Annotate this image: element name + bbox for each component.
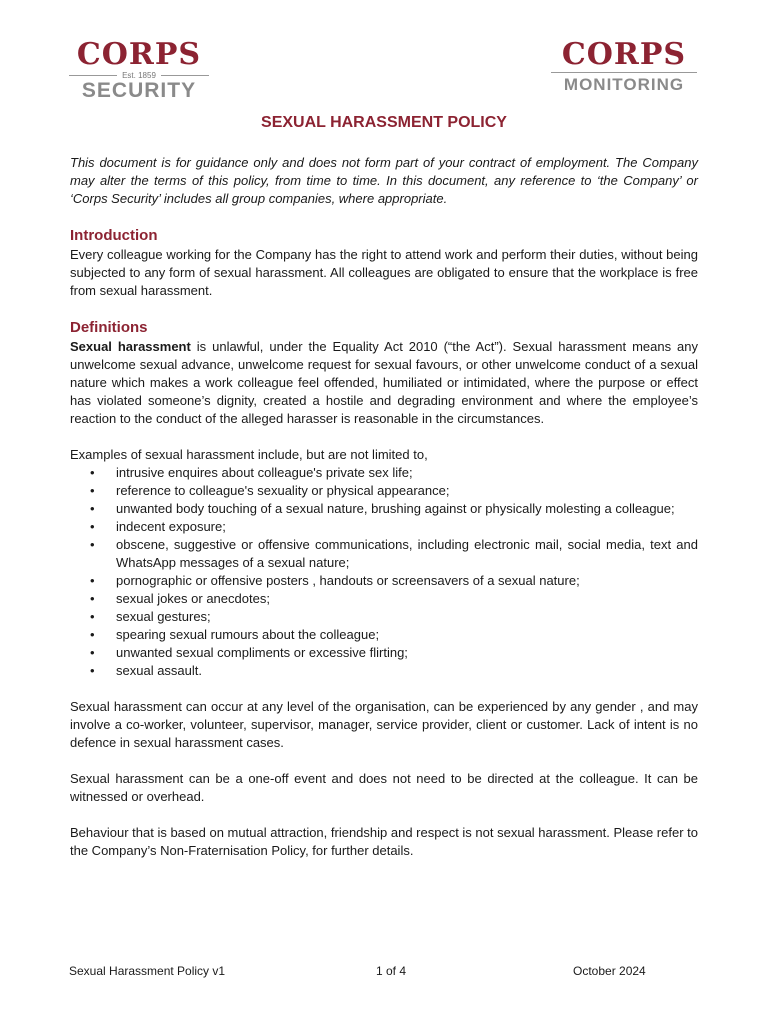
logo-rule-left: [69, 75, 117, 76]
list-item: • reference to colleague's sexuality or physical appearance;: [90, 483, 450, 498]
bullet-icon: •: [90, 591, 95, 606]
list-item: • unwanted body touching of a sexual nature, brushing against or physically molesting a colleague;: [90, 501, 675, 516]
list-item: • unwanted sexual compliments or excessive flirting;: [90, 645, 408, 660]
examples-intro: Examples of sexual harassment include, but are not limited to,: [70, 447, 428, 462]
definitions-heading: Definitions: [70, 319, 148, 336]
bullet-icon: •: [90, 465, 95, 480]
footer-page-number: 1 of 4: [376, 964, 407, 978]
document-body: [70, 154, 698, 860]
list-item: • sexual gestures;: [90, 609, 211, 624]
logo-rule-right: [161, 75, 209, 76]
one-off-paragraph: Sexual harassment can be a one-off event and does not need to be directed at the colleague. It can be witnessed or overhead.: [70, 771, 698, 804]
bullet-icon: •: [90, 519, 95, 534]
bullet-icon: •: [90, 663, 95, 678]
bullet-icon: •: [90, 573, 95, 588]
disclaimer-paragraph: This document is for guidance only and does not form part of your contract of employment. The Company may alter the terms of this policy, from time to time. In this document, any reference to ‘the Company’ or ‘Corps Security’ includes all group companies, where appropriate.: [70, 155, 698, 206]
examples-list: [70, 464, 698, 680]
scope-paragraph: Sexual harassment can occur at any level of the organisation, can be experienced by any gender , and may involve a co-worker, volunteer, supervisor, manager, service provider, client or customer. Lack of intent is no defence in sexual harassment cases.: [70, 699, 698, 750]
list-item: • intrusive enquires about colleague's private sex life;: [90, 465, 413, 480]
introduction-paragraph: Every colleague working for the Company has the right to attend work and perform their duties, without being subjected to any form of sexual harassment. All colleagues are obligated to ensure that the workplace is free from sexual harassment.: [70, 247, 698, 298]
corps-security-logo: [69, 37, 209, 102]
mutual-attraction-paragraph: Behaviour that is based on mutual attraction, friendship and respect is not sexual harassment. Please refer to the Company’s Non-Fraternisation Policy, for further details.: [70, 825, 698, 858]
bullet-icon: •: [90, 627, 95, 642]
definition-text: is unlawful, under the Equality Act 2010 (“the Act”). Sexual harassment means any unwelcome sexual advance, unwelcome request for sexual favours, or other unwelcome conduct of a sexual nature which makes a work colleague feel offended, humiliated or intimidated, where the purpose or effect has violated someone’s dignity, created a hostile and degrading environment and where the employee’s reaction to the conduct of the alleged harasser is reasonable in the circumstances.: [70, 339, 698, 426]
list-item: • pornographic or offensive posters , handouts or screensavers of a sexual nature;: [90, 573, 580, 588]
bullet-icon: •: [90, 537, 95, 552]
bullet-icon: •: [90, 645, 95, 660]
document-title: SEXUAL HARASSMENT POLICY: [261, 114, 507, 131]
bullet-icon: •: [90, 609, 95, 624]
logo-wordmark: CORPS: [561, 37, 687, 72]
introduction-heading: Introduction: [70, 227, 158, 244]
footer-date: October 2024: [573, 964, 646, 978]
list-item: • obscene, suggestive or offensive communications, including electronic mail, social media, text and WhatsApp messages of a sexual nature;: [90, 537, 698, 570]
list-item: • sexual jokes or anecdotes;: [90, 591, 270, 606]
logo-subtitle: SECURITY: [81, 79, 197, 102]
logo-divider: [551, 72, 697, 73]
footer-document-name: Sexual Harassment Policy v1: [69, 964, 226, 978]
definitions-paragraph: [70, 338, 698, 428]
defined-term: Sexual harassment: [70, 339, 191, 354]
list-item: • indecent exposure;: [90, 519, 226, 534]
bullet-icon: •: [90, 483, 95, 498]
logo-est-text: Est. 1859: [122, 71, 156, 80]
corps-monitoring-logo: [551, 37, 697, 94]
logo-wordmark: CORPS: [76, 37, 202, 72]
logo-subtitle: MONITORING: [563, 75, 685, 94]
list-item: • spearing sexual rumours about the colleague;: [90, 627, 380, 642]
bullet-icon: •: [90, 501, 95, 516]
list-item: • sexual assault.: [90, 663, 202, 678]
